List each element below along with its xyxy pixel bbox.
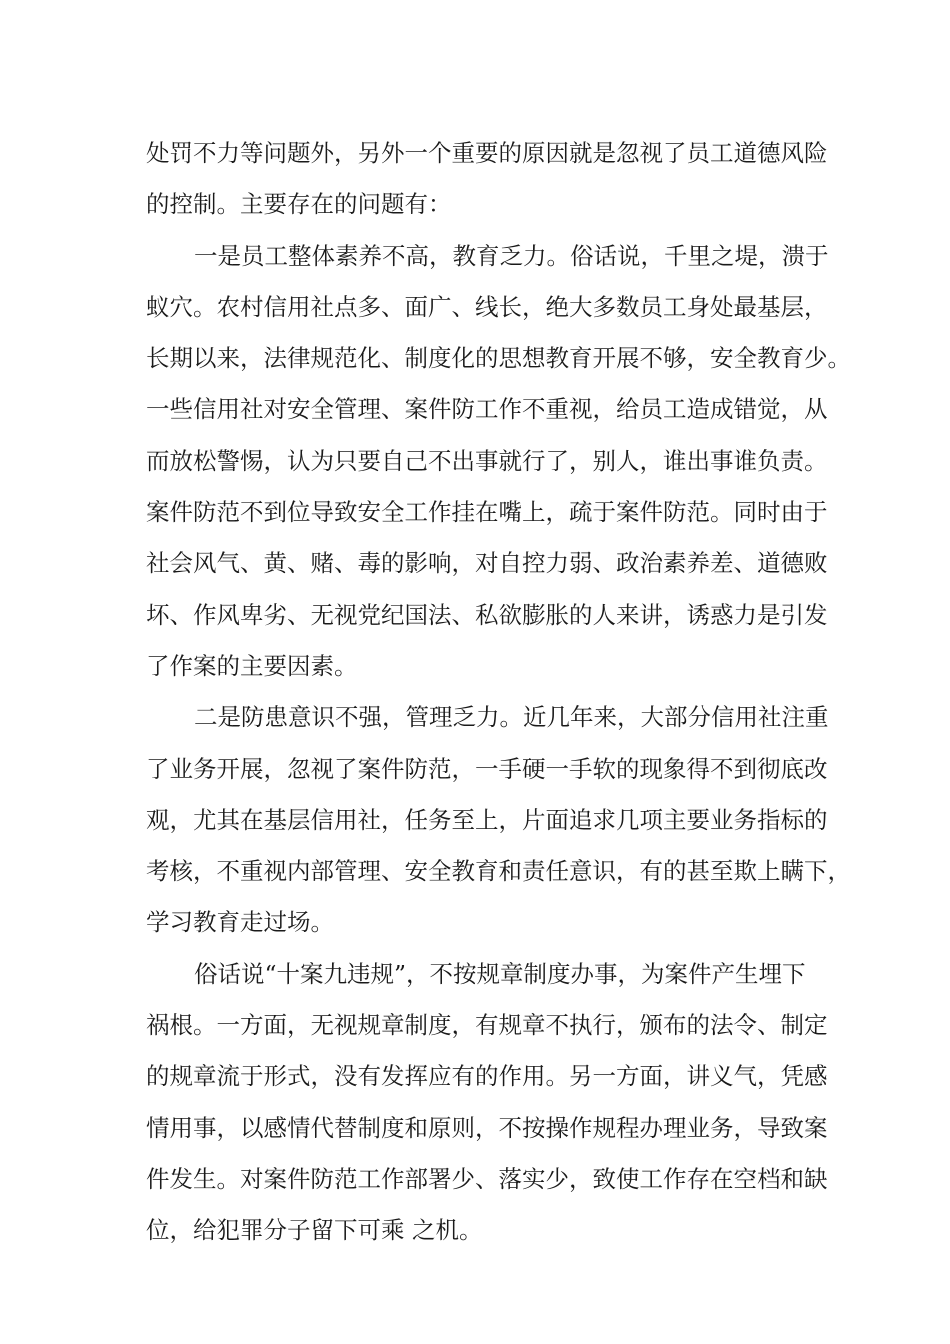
text-line: 情用事，以感情代替制度和原则，不按操作规程办理业务，导致案 — [146, 1113, 828, 1142]
text-line: 蚁穴。农村信用社点多、面广、线长，绝大多数员工身处最基层， — [146, 292, 828, 321]
text-line: 处罚不力等问题外，另外一个重要的原因就是忽视了员工道德风险 — [146, 139, 828, 167]
text-line: 长期以来，法律规范化、制度化的思想教育开展不够，安全教育少。 — [146, 344, 851, 373]
text-line: 位，给犯罪分子留下可乘 之机。 — [146, 1216, 483, 1245]
text-line: 案件防范不到位导致安全工作挂在嘴上，疏于案件防范。同时由于 — [146, 498, 828, 527]
text-line: 了作案的主要因素。 — [146, 651, 358, 680]
text-line: 学习教育走过场。 — [146, 908, 334, 937]
text-line: 坏、作风卑劣、无视党纪国法、私欲膨胀的人来讲，诱惑力是引发 — [146, 600, 828, 629]
paragraph-start-line: 二是防患意识不强，管理乏力。近几年来，大部分信用社注重 — [194, 703, 829, 732]
text-line: 祸根。一方面，无视规章制度，有规章不执行，颁布的法令、制定 — [146, 1011, 828, 1040]
text-line: 的控制。主要存在的问题有： — [146, 190, 452, 219]
text-line: 的规章流于形式，没有发挥应有的作用。另一方面，讲义气，凭感 — [146, 1062, 828, 1091]
text-line: 而放松警惕，认为只要自己不出事就行了，别人，谁出事谁负责。 — [146, 446, 828, 475]
paragraph-start-line: 一是员工整体素养不高，教育乏力。俗话说，千里之堤，溃于 — [194, 241, 829, 270]
text-line: 件发生。对案件防范工作部署少、落实少，致使工作存在空档和缺 — [146, 1164, 828, 1193]
text-line: 社会风气、黄、赌、毒的影响，对自控力弱、政治素养差、道德败 — [146, 549, 828, 578]
text-line: 考核，不重视内部管理、安全教育和责任意识，有的甚至欺上瞒下， — [146, 857, 851, 886]
text-line: 了业务开展，忽视了案件防范，一手硬一手软的现象得不到彻底改 — [146, 754, 828, 783]
text-line: 一些信用社对安全管理、案件防工作不重视，给员工造成错觉，从 — [146, 395, 828, 424]
document-body — [146, 128, 851, 1257]
text-line: 观，尤其在基层信用社，任务至上，片面追求几项主要业务指标的 — [146, 805, 828, 834]
paragraph-start-line: 俗话说“十案九违规”，不按规章制度办事，为案件产生埋下 — [194, 959, 806, 988]
